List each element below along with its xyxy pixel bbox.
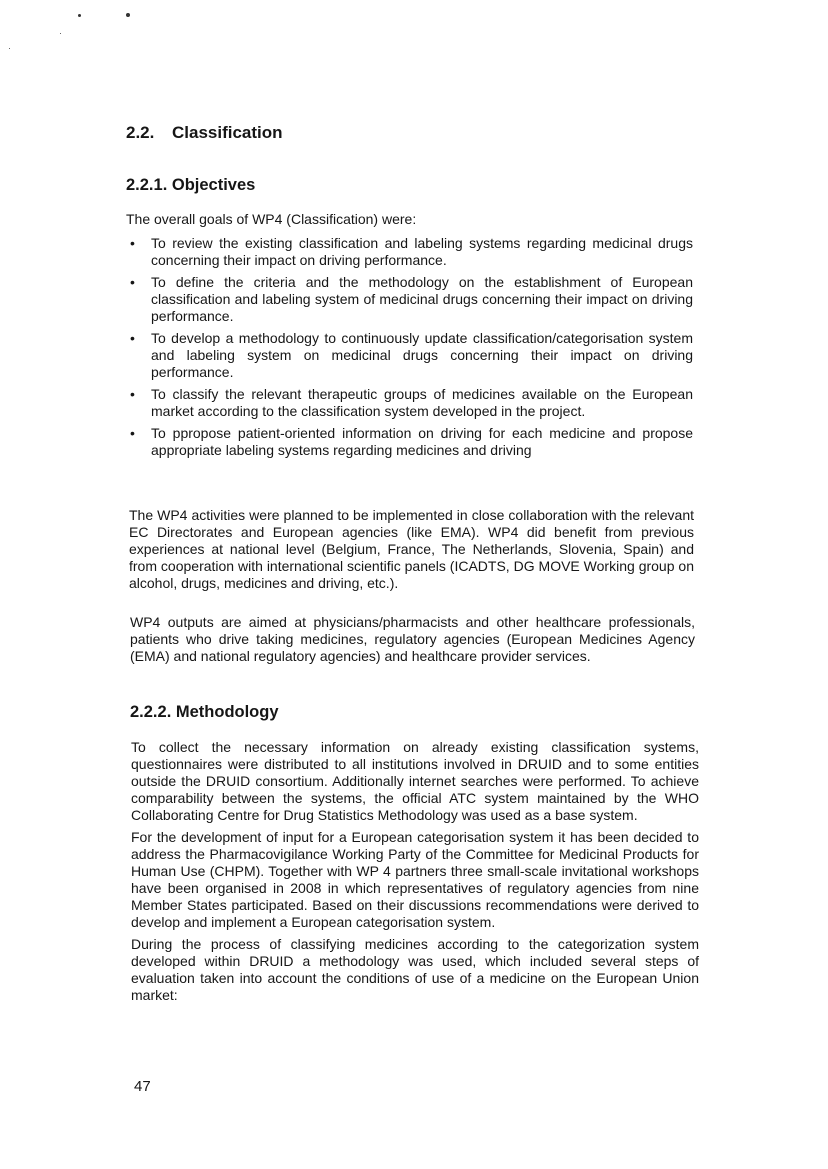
body-paragraph: During the process of classifying medicines according to the categorization system developed within DRUID a methodology was used, which included several steps of evaluation taken into account the conditions of use of a medicine on the European Union market: [131, 936, 699, 1003]
list-item: • To define the criteria and the methodology on the establishment of European classification and labeling system of medicinal drugs concerning their impact on driving performance. [130, 274, 693, 325]
scan-speck [126, 13, 130, 17]
list-item: • To develop a methodology to continuously update classification/categorisation system and labeling system on medicinal drugs concerning their impact on driving performance. [130, 330, 693, 381]
body-paragraph: The WP4 activities were planned to be implemented in close collaboration with the relevant EC Directorates and European agencies (like EMA). WP4 did benefit from previous experiences at national level (Belgium, France, The Netherlands, Slovenia, Spain) and from cooperation with international scientific panels (ICADTS, DG MOVE Working group on alcohol, drugs, medicines and driving, etc.). [129, 507, 694, 591]
list-item: • To review the existing classification and labeling systems regarding medicinal drugs concerning their impact on driving performance. [130, 235, 693, 269]
body-paragraph: WP4 outputs are aimed at physicians/pharmacists and other healthcare professionals, patients who drive taking medicines, regulatory agencies (European Medicines Agency (EMA) and national regulatory agencies) and healthcare provider services. [130, 614, 695, 664]
page-number: 47 [134, 1078, 151, 1095]
body-paragraph: For the development of input for a European categorisation system it has been decided to address the Pharmacovigilance Working Party of the Committee for Medicinal Products for Human Use (CHPM). Together with WP 4 partners three small-scale invitational workshops have been organised in 2008 in which representatives of regulatory agencies from nine Member States participated. Based on their discussions recommendations were derived to develop and implement a European categorisation system. [131, 829, 699, 930]
section-title: Classification [172, 123, 283, 142]
methodology-heading: 2.2.2. Methodology [130, 703, 279, 721]
section-heading [126, 123, 686, 143]
scan-speck [78, 14, 81, 17]
scan-speck [9, 48, 10, 49]
methodology-body [131, 739, 699, 1009]
list-item: • To classify the relevant therapeutic groups of medicines available on the European market according to the classification system developed in the project. [130, 386, 693, 420]
list-item: • To ppropose patient-oriented information on driving for each medicine and propose appropriate labeling systems regarding medicines and driving [130, 425, 693, 459]
section-number: 2.2. [126, 123, 155, 142]
objectives-heading: 2.2.1. Objectives [126, 176, 256, 194]
objectives-list [130, 235, 693, 464]
body-paragraph: To collect the necessary information on already existing classification systems, questionnaires were distributed to all institutions involved in DRUID and to some entities outside the DRUID consortium. Additionally internet searches were performed. To achieve comparability between the systems, the official ATC system maintained by the WHO Collaborating Centre for Drug Statistics Methodology was used as a base system. [131, 739, 699, 823]
objectives-intro: The overall goals of WP4 (Classification) were: [126, 211, 417, 227]
scan-speck [60, 33, 61, 34]
